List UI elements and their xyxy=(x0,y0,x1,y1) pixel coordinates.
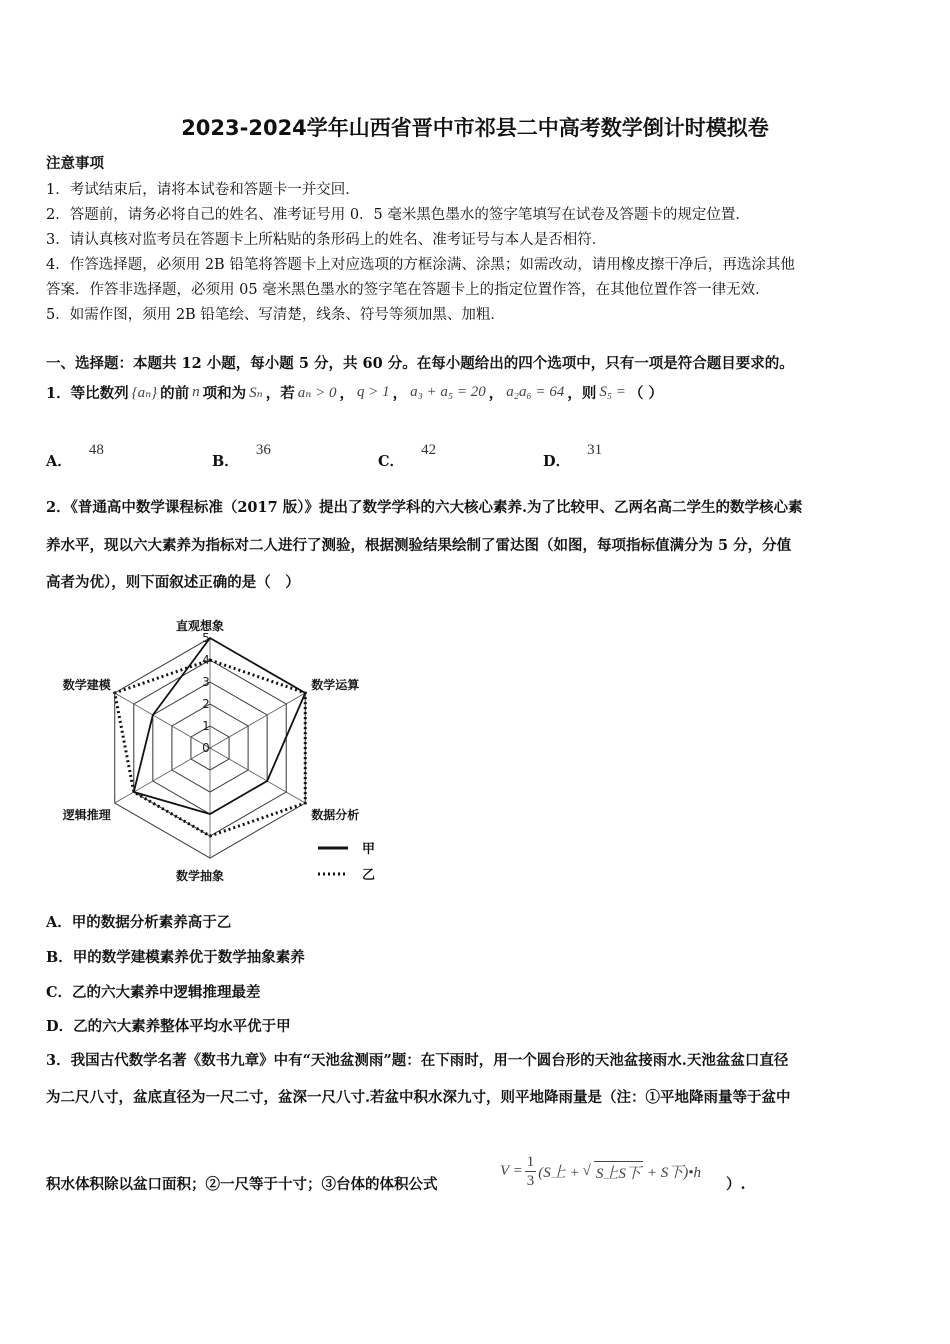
notice-item: 5．如需作图，须用 2B 铅笔绘、写清楚，线条、符号等须加黑、加粗． xyxy=(46,307,505,323)
sqrt-icon: √ xyxy=(582,1163,591,1179)
radar-tick-label: 2 xyxy=(202,697,210,711)
option-value: 48 xyxy=(88,442,104,458)
option-value: 31 xyxy=(587,442,603,458)
fraction-numerator: 1 xyxy=(526,1154,535,1170)
q1-text: 项和为 xyxy=(202,385,247,402)
q1-option-a[interactable] xyxy=(46,438,104,470)
q1-option-b[interactable] xyxy=(212,438,271,470)
question-2-line: 高者为优），则下面叙述正确的是（ ） xyxy=(46,574,300,591)
radar-category-label: 数学运算 xyxy=(311,678,360,692)
option-value: 36 xyxy=(255,442,271,458)
page-title: 2023-2024学年山西省晋中市祁县二中高考数学倒计时模拟卷 xyxy=(181,116,769,140)
formula-lhs: V = xyxy=(500,1163,523,1179)
formula-term: (S上 + xyxy=(538,1165,580,1181)
q1-sn: Sₙ xyxy=(249,385,263,401)
radar-axis xyxy=(210,748,305,803)
legend-label: 乙 xyxy=(362,868,376,883)
question-3-line: 为二尺八寸，盆底直径为一尺二寸，盆深一尺八寸.若盆中积水深九寸，则平地降雨量是（注：①平地降雨量等于盆中 xyxy=(46,1089,791,1106)
q1-condition: q > 1 xyxy=(356,384,390,400)
q1-condition: a₃ + a₅ = 20 xyxy=(410,384,486,400)
q2-option-d[interactable]: D．乙的六大素养整体平均水平优于甲 xyxy=(46,1018,291,1035)
q2-option-c[interactable]: C．乙的六大素养中逻辑推理最差 xyxy=(46,984,261,1001)
radar-tick-label: 3 xyxy=(202,675,210,689)
option-letter: C． xyxy=(378,453,405,470)
q2-option-b[interactable]: B．甲的数学建模素养优于数学抽象素养 xyxy=(46,949,305,966)
radar-tick-labels xyxy=(202,631,210,755)
radar-tick-label: 4 xyxy=(202,653,210,667)
radar-category-label: 直观想象 xyxy=(175,619,225,633)
radar-chart xyxy=(40,610,400,890)
option-letter: B． xyxy=(212,453,239,470)
radar-tick-label: 1 xyxy=(202,719,210,733)
q2-option-a[interactable]: A．甲的数据分析素养高于乙 xyxy=(46,914,232,931)
q1-text: ， xyxy=(392,385,408,402)
radar-category-label: 数学抽象 xyxy=(175,869,225,883)
q1-text: ， xyxy=(488,385,504,402)
q1-text: ，则 xyxy=(567,385,597,402)
radar-category-label: 逻辑推理 xyxy=(62,808,111,822)
q1-condition: a₂a₆ = 64 xyxy=(506,384,565,400)
radar-legend xyxy=(318,842,375,883)
question-2-line: 2．《普通高中数学课程标准（2017 版）》提出了数学学科的六大核心素养.为了比较甲、乙两名高二学生的数学核心素 xyxy=(46,499,803,516)
formula-fraction xyxy=(525,1153,537,1190)
question-2-line: 养水平，现以六大素养为指标对二人进行了测验，根据测验结果绘制了雷达图（如图，每项指标值满分为 5 分，分值 xyxy=(46,537,792,554)
radar-tick-label: 0 xyxy=(202,741,210,755)
section-heading: 一、选择题：本题共 12 小题，每小题 5 分，共 60 分。在每小题给出的四个选项中，只有一项是符合题目要求的。 xyxy=(46,355,794,372)
legend-label: 甲 xyxy=(362,842,376,857)
radar-category-label: 数据分析 xyxy=(311,808,360,822)
question-1-stem xyxy=(46,382,663,403)
radar-axis xyxy=(115,748,210,803)
notice-item: 1．考试结束后，请将本试卷和答题卡一并交回． xyxy=(46,182,360,198)
radar-tick-label: 5 xyxy=(202,631,210,645)
q1-option-d[interactable] xyxy=(543,438,603,470)
q1-n: n xyxy=(192,384,200,400)
notice-item: 3．请认真核对监考员在答题卡上所粘贴的条形码上的姓名、准考证号与本人是否相符． xyxy=(46,232,607,248)
option-value: 42 xyxy=(421,442,437,458)
q1-prefix: 1．等比数列 xyxy=(46,385,129,402)
radar-category-labels xyxy=(62,618,360,883)
question-3-end: ）. xyxy=(726,1176,746,1193)
notice-item: 4．作答选择题，必须用 2B 铅笔将答题卡上对应选项的方框涂满、涂黑；如需改动，请用橡皮擦干净后，再选涂其他 xyxy=(46,257,795,273)
q1-text: ，若 xyxy=(265,385,295,402)
frustum-volume-formula xyxy=(500,1153,701,1190)
q1-option-c[interactable] xyxy=(378,438,437,470)
notice-item: 2．答题前，请务必将自己的姓名、准考证号用 0．5 毫米黑色墨水的签字笔填写在试卷及答题卡的规定位置． xyxy=(46,207,750,223)
question-3-line: 积水体积除以盆口面积；②一尺等于十寸；③台体的体积公式 xyxy=(46,1176,438,1193)
option-letter: A． xyxy=(46,453,72,470)
formula-radicand: S上S下 xyxy=(594,1161,643,1183)
option-letter: D． xyxy=(543,453,571,470)
notice-heading: 注意事项 xyxy=(46,155,104,172)
q1-sequence: {aₙ} xyxy=(131,385,158,401)
notice-item: 答案．作答非选择题，必须用 05 毫米黑色墨水的签字笔在答题卡上的指定位置作答，在其他位置作答一律无效． xyxy=(46,282,770,298)
q1-blank: （ ） xyxy=(628,385,663,402)
q1-text: ， xyxy=(339,385,354,402)
question-3-line: 3．我国古代数学名著《数书九章》中有“天池盆测雨”题：在下雨时，用一个圆台形的天池盆接雨水.天池盆盆口直径 xyxy=(46,1052,789,1069)
q1-s5: S₅ = xyxy=(599,384,626,400)
q1-condition: aₙ > 0 xyxy=(297,385,337,401)
q1-text: 的前 xyxy=(160,385,190,402)
radar-category-label: 数学建模 xyxy=(62,678,111,692)
fraction-denominator: 3 xyxy=(526,1173,535,1189)
formula-term: + S下)•h xyxy=(646,1165,702,1181)
radar-axis xyxy=(210,693,305,748)
radar-grid xyxy=(115,638,306,858)
